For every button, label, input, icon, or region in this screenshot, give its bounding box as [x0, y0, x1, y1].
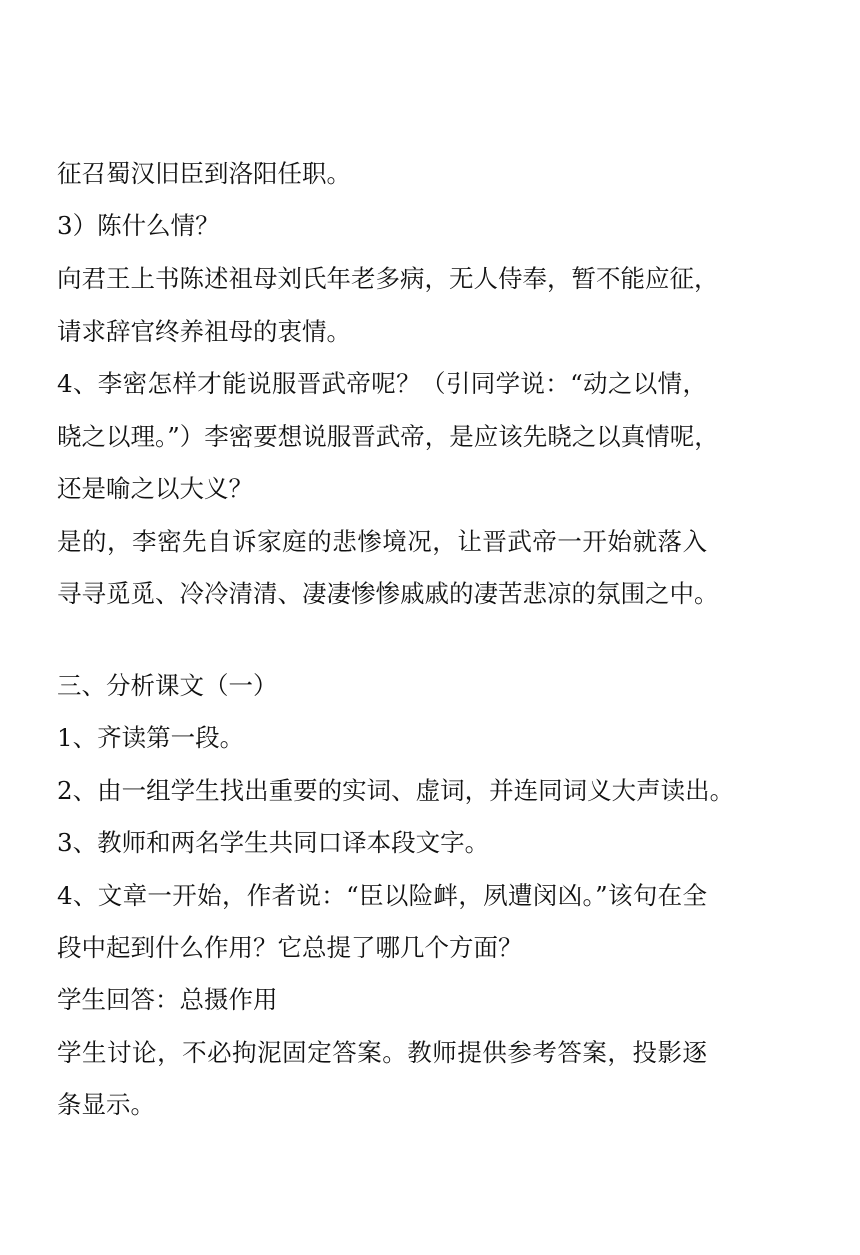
text-line: 条显示。 [57, 1090, 155, 1119]
text-line: 寻寻觅觅、冷冷清清、凄凄惨惨戚戚的凄苦悲凉的氛围之中。 [57, 579, 719, 608]
text-line: 学生讨论，不必拘泥固定答案。教师提供参考答案，投影逐 [57, 1038, 707, 1067]
text-line: 向君王上书陈述祖母刘氏年老多病，无人侍奉，暂不能应征， [57, 264, 719, 293]
text-line: 晓之以理。”）李密要想说服晋武帝，是应该先晓之以真情呢， [57, 422, 719, 451]
section-question-4: 4、李密怎样才能说服晋武帝呢？（引同学说：“动之以情， [57, 369, 707, 398]
text-line: 还是喻之以大义？ [57, 474, 253, 503]
list-item: 4、文章一开始，作者说：“臣以险衅，夙遭闵凶。”该句在全 [57, 881, 707, 910]
list-item: 1、齐读第一段。 [57, 723, 245, 752]
text-line: 段中起到什么作用？它总提了哪几个方面？ [57, 933, 523, 962]
list-item: 3、教师和两名学生共同口译本段文字。 [57, 828, 490, 857]
text-line: 学生回答：总摄作用 [57, 985, 278, 1014]
text-line: 征召蜀汉旧臣到洛阳任职。 [57, 159, 351, 188]
section-question-3: 3）陈什么情？ [57, 211, 220, 240]
list-item: 2、由一组学生找出重要的实词、虚词，并连同词义大声读出。 [57, 776, 735, 805]
text-line: 是的，李密先自诉家庭的悲惨境况，让晋武帝一开始就落入 [57, 527, 707, 556]
text-line: 请求辞官终养祖母的衷情。 [57, 317, 351, 346]
section-heading: 三、分析课文（一） [57, 671, 278, 700]
